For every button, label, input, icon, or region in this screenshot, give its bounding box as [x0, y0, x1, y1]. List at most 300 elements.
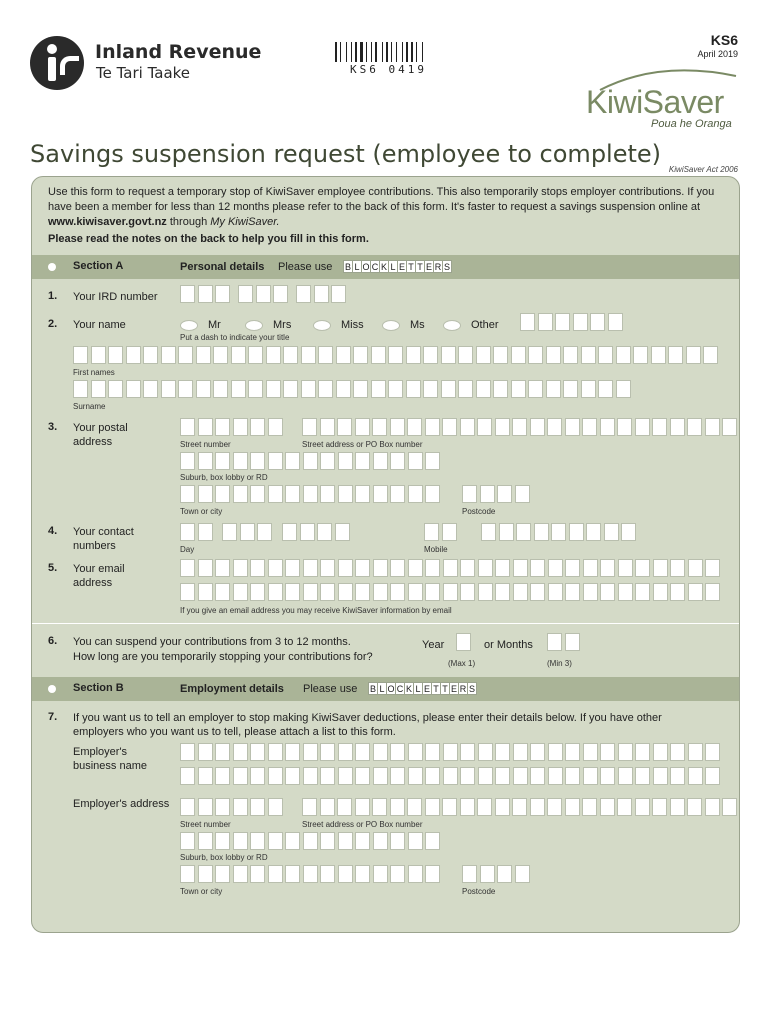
town-box[interactable]	[373, 485, 388, 503]
email-box[interactable]	[478, 583, 493, 601]
street-address-box[interactable]	[302, 418, 317, 436]
employer-suburb-box[interactable]	[373, 832, 388, 850]
email-box[interactable]	[250, 583, 265, 601]
surname-box[interactable]	[511, 380, 526, 398]
street-address-box[interactable]	[355, 418, 370, 436]
mobile-phone-box[interactable]	[442, 523, 457, 541]
email-box[interactable]	[408, 583, 423, 601]
title-other-box[interactable]	[538, 313, 553, 331]
employer-street-address-box[interactable]	[442, 798, 457, 816]
street-number-box[interactable]	[180, 418, 195, 436]
employer-town-box[interactable]	[373, 865, 388, 883]
suburb-box[interactable]	[285, 452, 300, 470]
months-box[interactable]	[547, 633, 562, 651]
surname-box[interactable]	[441, 380, 456, 398]
first-names-box[interactable]	[336, 346, 351, 364]
day-phone-box[interactable]	[198, 523, 213, 541]
employer-street-address-box[interactable]	[565, 798, 580, 816]
email-box[interactable]	[618, 559, 633, 577]
email-box[interactable]	[635, 559, 650, 577]
suburb-box[interactable]	[408, 452, 423, 470]
email-box[interactable]	[670, 559, 685, 577]
title-other-box[interactable]	[520, 313, 535, 331]
suburb-box[interactable]	[338, 452, 353, 470]
employer-street-address-box[interactable]	[670, 798, 685, 816]
street-address-box[interactable]	[407, 418, 422, 436]
email-box[interactable]	[268, 559, 283, 577]
employer-name-box[interactable]	[338, 743, 353, 761]
employer-street-number-box[interactable]	[215, 798, 230, 816]
first-names-box[interactable]	[108, 346, 123, 364]
employer-town-box[interactable]	[198, 865, 213, 883]
email-box[interactable]	[548, 559, 563, 577]
employer-street-address-box[interactable]	[722, 798, 737, 816]
employer-town-box[interactable]	[320, 865, 335, 883]
email-box[interactable]	[338, 583, 353, 601]
town-box[interactable]	[390, 485, 405, 503]
employer-suburb-box[interactable]	[268, 832, 283, 850]
first-names-box[interactable]	[441, 346, 456, 364]
employer-name-box[interactable]	[548, 743, 563, 761]
day-phone-box[interactable]	[240, 523, 255, 541]
street-address-box[interactable]	[530, 418, 545, 436]
employer-name-box[interactable]	[600, 743, 615, 761]
employer-street-address-box[interactable]	[687, 798, 702, 816]
surname-box[interactable]	[266, 380, 281, 398]
street-address-box[interactable]	[687, 418, 702, 436]
town-box[interactable]	[303, 485, 318, 503]
employer-name-box[interactable]	[635, 767, 650, 785]
employer-name-box[interactable]	[443, 767, 458, 785]
town-box[interactable]	[250, 485, 265, 503]
town-box[interactable]	[408, 485, 423, 503]
email-box[interactable]	[653, 583, 668, 601]
ird-number-box[interactable]	[215, 285, 230, 303]
employer-street-address-box[interactable]	[302, 798, 317, 816]
email-box[interactable]	[180, 559, 195, 577]
surname-box[interactable]	[458, 380, 473, 398]
suburb-box[interactable]	[355, 452, 370, 470]
employer-street-address-box[interactable]	[547, 798, 562, 816]
suburb-box[interactable]	[268, 452, 283, 470]
mobile-phone-box[interactable]	[516, 523, 531, 541]
surname-box[interactable]	[318, 380, 333, 398]
employer-street-number-box[interactable]	[233, 798, 248, 816]
first-names-box[interactable]	[213, 346, 228, 364]
year-box[interactable]	[456, 633, 471, 651]
mobile-phone-box[interactable]	[551, 523, 566, 541]
first-names-box[interactable]	[178, 346, 193, 364]
mobile-phone-box[interactable]	[621, 523, 636, 541]
employer-street-address-box[interactable]	[530, 798, 545, 816]
street-address-box[interactable]	[635, 418, 650, 436]
street-address-box[interactable]	[390, 418, 405, 436]
town-box[interactable]	[198, 485, 213, 503]
title-other-box[interactable]	[573, 313, 588, 331]
employer-street-address-box[interactable]	[705, 798, 720, 816]
employer-name-box[interactable]	[513, 743, 528, 761]
employer-postcode-box[interactable]	[515, 865, 530, 883]
employer-name-box[interactable]	[705, 743, 720, 761]
surname-box[interactable]	[231, 380, 246, 398]
title-option-ms[interactable]	[382, 320, 400, 331]
employer-name-box[interactable]	[705, 767, 720, 785]
email-box[interactable]	[215, 559, 230, 577]
employer-name-box[interactable]	[180, 767, 195, 785]
email-box[interactable]	[600, 559, 615, 577]
employer-name-box[interactable]	[635, 743, 650, 761]
email-box[interactable]	[198, 559, 213, 577]
title-other-box[interactable]	[608, 313, 623, 331]
street-address-box[interactable]	[320, 418, 335, 436]
employer-name-box[interactable]	[320, 743, 335, 761]
email-box[interactable]	[233, 583, 248, 601]
email-box[interactable]	[338, 559, 353, 577]
employer-street-address-box[interactable]	[600, 798, 615, 816]
email-box[interactable]	[180, 583, 195, 601]
employer-name-box[interactable]	[530, 767, 545, 785]
email-box[interactable]	[495, 559, 510, 577]
street-number-box[interactable]	[215, 418, 230, 436]
town-box[interactable]	[268, 485, 283, 503]
street-address-box[interactable]	[722, 418, 737, 436]
employer-town-box[interactable]	[425, 865, 440, 883]
email-box[interactable]	[233, 559, 248, 577]
email-box[interactable]	[285, 559, 300, 577]
employer-suburb-box[interactable]	[250, 832, 265, 850]
email-box[interactable]	[320, 559, 335, 577]
street-number-box[interactable]	[233, 418, 248, 436]
email-box[interactable]	[618, 583, 633, 601]
employer-name-box[interactable]	[320, 767, 335, 785]
employer-name-box[interactable]	[495, 767, 510, 785]
email-box[interactable]	[390, 583, 405, 601]
employer-street-address-box[interactable]	[495, 798, 510, 816]
town-box[interactable]	[338, 485, 353, 503]
employer-suburb-box[interactable]	[303, 832, 318, 850]
employer-town-box[interactable]	[233, 865, 248, 883]
email-box[interactable]	[408, 559, 423, 577]
email-box[interactable]	[530, 559, 545, 577]
surname-box[interactable]	[301, 380, 316, 398]
employer-street-address-box[interactable]	[635, 798, 650, 816]
first-names-box[interactable]	[511, 346, 526, 364]
first-names-box[interactable]	[528, 346, 543, 364]
employer-suburb-box[interactable]	[355, 832, 370, 850]
email-box[interactable]	[355, 559, 370, 577]
street-address-box[interactable]	[442, 418, 457, 436]
employer-street-address-box[interactable]	[617, 798, 632, 816]
employer-name-box[interactable]	[408, 743, 423, 761]
surname-box[interactable]	[546, 380, 561, 398]
email-box[interactable]	[513, 583, 528, 601]
employer-name-box[interactable]	[268, 743, 283, 761]
employer-suburb-box[interactable]	[198, 832, 213, 850]
employer-street-address-box[interactable]	[320, 798, 335, 816]
employer-postcode-box[interactable]	[462, 865, 477, 883]
street-address-box[interactable]	[652, 418, 667, 436]
email-box[interactable]	[565, 559, 580, 577]
first-names-box[interactable]	[476, 346, 491, 364]
mobile-phone-box[interactable]	[499, 523, 514, 541]
surname-box[interactable]	[248, 380, 263, 398]
day-phone-box[interactable]	[222, 523, 237, 541]
suburb-box[interactable]	[373, 452, 388, 470]
employer-name-box[interactable]	[303, 767, 318, 785]
surname-box[interactable]	[563, 380, 578, 398]
email-box[interactable]	[460, 559, 475, 577]
first-names-box[interactable]	[423, 346, 438, 364]
first-names-box[interactable]	[143, 346, 158, 364]
employer-name-box[interactable]	[688, 743, 703, 761]
first-names-box[interactable]	[668, 346, 683, 364]
suburb-box[interactable]	[425, 452, 440, 470]
email-box[interactable]	[688, 559, 703, 577]
employer-name-box[interactable]	[478, 743, 493, 761]
first-names-box[interactable]	[266, 346, 281, 364]
street-address-box[interactable]	[670, 418, 685, 436]
employer-name-box[interactable]	[390, 767, 405, 785]
title-other-box[interactable]	[555, 313, 570, 331]
day-phone-box[interactable]	[180, 523, 195, 541]
surname-box[interactable]	[616, 380, 631, 398]
ird-number-box[interactable]	[198, 285, 213, 303]
email-box[interactable]	[513, 559, 528, 577]
employer-name-box[interactable]	[548, 767, 563, 785]
mobile-phone-box[interactable]	[586, 523, 601, 541]
email-box[interactable]	[373, 559, 388, 577]
first-names-box[interactable]	[598, 346, 613, 364]
employer-name-box[interactable]	[513, 767, 528, 785]
first-names-box[interactable]	[633, 346, 648, 364]
email-box[interactable]	[583, 559, 598, 577]
street-address-box[interactable]	[337, 418, 352, 436]
surname-box[interactable]	[423, 380, 438, 398]
first-names-box[interactable]	[388, 346, 403, 364]
employer-name-box[interactable]	[460, 767, 475, 785]
mobile-phone-box[interactable]	[481, 523, 496, 541]
email-box[interactable]	[530, 583, 545, 601]
months-box[interactable]	[565, 633, 580, 651]
street-address-box[interactable]	[582, 418, 597, 436]
employer-name-box[interactable]	[285, 743, 300, 761]
employer-name-box[interactable]	[373, 743, 388, 761]
first-names-box[interactable]	[616, 346, 631, 364]
first-names-box[interactable]	[91, 346, 106, 364]
employer-name-box[interactable]	[215, 743, 230, 761]
employer-suburb-box[interactable]	[320, 832, 335, 850]
first-names-box[interactable]	[546, 346, 561, 364]
title-other-box[interactable]	[590, 313, 605, 331]
suburb-box[interactable]	[390, 452, 405, 470]
day-phone-box[interactable]	[257, 523, 272, 541]
surname-box[interactable]	[126, 380, 141, 398]
employer-name-box[interactable]	[688, 767, 703, 785]
employer-name-box[interactable]	[565, 767, 580, 785]
surname-box[interactable]	[213, 380, 228, 398]
employer-street-number-box[interactable]	[250, 798, 265, 816]
email-box[interactable]	[600, 583, 615, 601]
email-box[interactable]	[653, 559, 668, 577]
employer-postcode-box[interactable]	[497, 865, 512, 883]
email-box[interactable]	[443, 559, 458, 577]
postcode-box[interactable]	[515, 485, 530, 503]
ird-number-box[interactable]	[238, 285, 253, 303]
employer-street-address-box[interactable]	[425, 798, 440, 816]
day-phone-box[interactable]	[282, 523, 297, 541]
surname-box[interactable]	[108, 380, 123, 398]
email-box[interactable]	[303, 583, 318, 601]
surname-box[interactable]	[528, 380, 543, 398]
employer-name-box[interactable]	[198, 743, 213, 761]
employer-town-box[interactable]	[215, 865, 230, 883]
employer-street-address-box[interactable]	[477, 798, 492, 816]
email-box[interactable]	[425, 583, 440, 601]
town-box[interactable]	[320, 485, 335, 503]
email-box[interactable]	[478, 559, 493, 577]
surname-box[interactable]	[196, 380, 211, 398]
street-address-box[interactable]	[460, 418, 475, 436]
employer-name-box[interactable]	[233, 743, 248, 761]
email-box[interactable]	[583, 583, 598, 601]
ird-number-box[interactable]	[314, 285, 329, 303]
street-address-box[interactable]	[617, 418, 632, 436]
first-names-box[interactable]	[703, 346, 718, 364]
employer-name-box[interactable]	[268, 767, 283, 785]
surname-box[interactable]	[73, 380, 88, 398]
employer-suburb-box[interactable]	[338, 832, 353, 850]
employer-street-address-box[interactable]	[407, 798, 422, 816]
employer-name-box[interactable]	[443, 743, 458, 761]
title-option-other[interactable]	[443, 320, 461, 331]
employer-street-address-box[interactable]	[460, 798, 475, 816]
first-names-box[interactable]	[73, 346, 88, 364]
suburb-box[interactable]	[320, 452, 335, 470]
email-box[interactable]	[355, 583, 370, 601]
surname-box[interactable]	[388, 380, 403, 398]
day-phone-box[interactable]	[335, 523, 350, 541]
email-box[interactable]	[320, 583, 335, 601]
street-number-box[interactable]	[268, 418, 283, 436]
employer-name-box[interactable]	[390, 743, 405, 761]
suburb-box[interactable]	[215, 452, 230, 470]
first-names-box[interactable]	[301, 346, 316, 364]
town-box[interactable]	[215, 485, 230, 503]
title-option-mr[interactable]	[180, 320, 198, 331]
town-box[interactable]	[233, 485, 248, 503]
town-box[interactable]	[355, 485, 370, 503]
ird-number-box[interactable]	[296, 285, 311, 303]
ird-number-box[interactable]	[273, 285, 288, 303]
street-address-box[interactable]	[547, 418, 562, 436]
title-option-miss[interactable]	[313, 320, 331, 331]
employer-street-number-box[interactable]	[198, 798, 213, 816]
first-names-box[interactable]	[161, 346, 176, 364]
intro-website-link[interactable]: www.kiwisaver.govt.nz	[48, 216, 167, 228]
employer-street-address-box[interactable]	[372, 798, 387, 816]
postcode-box[interactable]	[480, 485, 495, 503]
surname-box[interactable]	[143, 380, 158, 398]
surname-box[interactable]	[476, 380, 491, 398]
employer-suburb-box[interactable]	[233, 832, 248, 850]
email-box[interactable]	[705, 583, 720, 601]
employer-street-number-box[interactable]	[268, 798, 283, 816]
first-names-box[interactable]	[283, 346, 298, 364]
employer-suburb-box[interactable]	[408, 832, 423, 850]
employer-suburb-box[interactable]	[285, 832, 300, 850]
email-box[interactable]	[548, 583, 563, 601]
employer-street-address-box[interactable]	[337, 798, 352, 816]
employer-name-box[interactable]	[618, 743, 633, 761]
email-box[interactable]	[425, 559, 440, 577]
email-box[interactable]	[390, 559, 405, 577]
first-names-box[interactable]	[196, 346, 211, 364]
surname-box[interactable]	[493, 380, 508, 398]
employer-name-box[interactable]	[233, 767, 248, 785]
employer-suburb-box[interactable]	[390, 832, 405, 850]
employer-name-box[interactable]	[355, 743, 370, 761]
surname-box[interactable]	[91, 380, 106, 398]
surname-box[interactable]	[353, 380, 368, 398]
employer-name-box[interactable]	[408, 767, 423, 785]
employer-town-box[interactable]	[250, 865, 265, 883]
employer-name-box[interactable]	[198, 767, 213, 785]
first-names-box[interactable]	[126, 346, 141, 364]
employer-suburb-box[interactable]	[215, 832, 230, 850]
email-box[interactable]	[495, 583, 510, 601]
town-box[interactable]	[425, 485, 440, 503]
employer-name-box[interactable]	[355, 767, 370, 785]
mobile-phone-box[interactable]	[569, 523, 584, 541]
employer-town-box[interactable]	[408, 865, 423, 883]
email-box[interactable]	[670, 583, 685, 601]
street-address-box[interactable]	[600, 418, 615, 436]
employer-street-address-box[interactable]	[390, 798, 405, 816]
mobile-phone-box[interactable]	[604, 523, 619, 541]
surname-box[interactable]	[581, 380, 596, 398]
email-box[interactable]	[635, 583, 650, 601]
surname-box[interactable]	[406, 380, 421, 398]
first-names-box[interactable]	[686, 346, 701, 364]
employer-name-box[interactable]	[285, 767, 300, 785]
first-names-box[interactable]	[406, 346, 421, 364]
suburb-box[interactable]	[233, 452, 248, 470]
first-names-box[interactable]	[353, 346, 368, 364]
town-box[interactable]	[180, 485, 195, 503]
mobile-phone-box[interactable]	[534, 523, 549, 541]
first-names-box[interactable]	[651, 346, 666, 364]
email-box[interactable]	[285, 583, 300, 601]
email-box[interactable]	[268, 583, 283, 601]
street-address-box[interactable]	[512, 418, 527, 436]
employer-name-box[interactable]	[250, 743, 265, 761]
surname-box[interactable]	[598, 380, 613, 398]
employer-name-box[interactable]	[600, 767, 615, 785]
first-names-box[interactable]	[231, 346, 246, 364]
street-address-box[interactable]	[565, 418, 580, 436]
first-names-box[interactable]	[318, 346, 333, 364]
employer-name-box[interactable]	[303, 743, 318, 761]
surname-box[interactable]	[336, 380, 351, 398]
employer-town-box[interactable]	[180, 865, 195, 883]
employer-street-address-box[interactable]	[582, 798, 597, 816]
employer-postcode-box[interactable]	[480, 865, 495, 883]
ird-number-box[interactable]	[331, 285, 346, 303]
employer-name-box[interactable]	[670, 743, 685, 761]
employer-street-number-box[interactable]	[180, 798, 195, 816]
employer-name-box[interactable]	[565, 743, 580, 761]
email-box[interactable]	[460, 583, 475, 601]
